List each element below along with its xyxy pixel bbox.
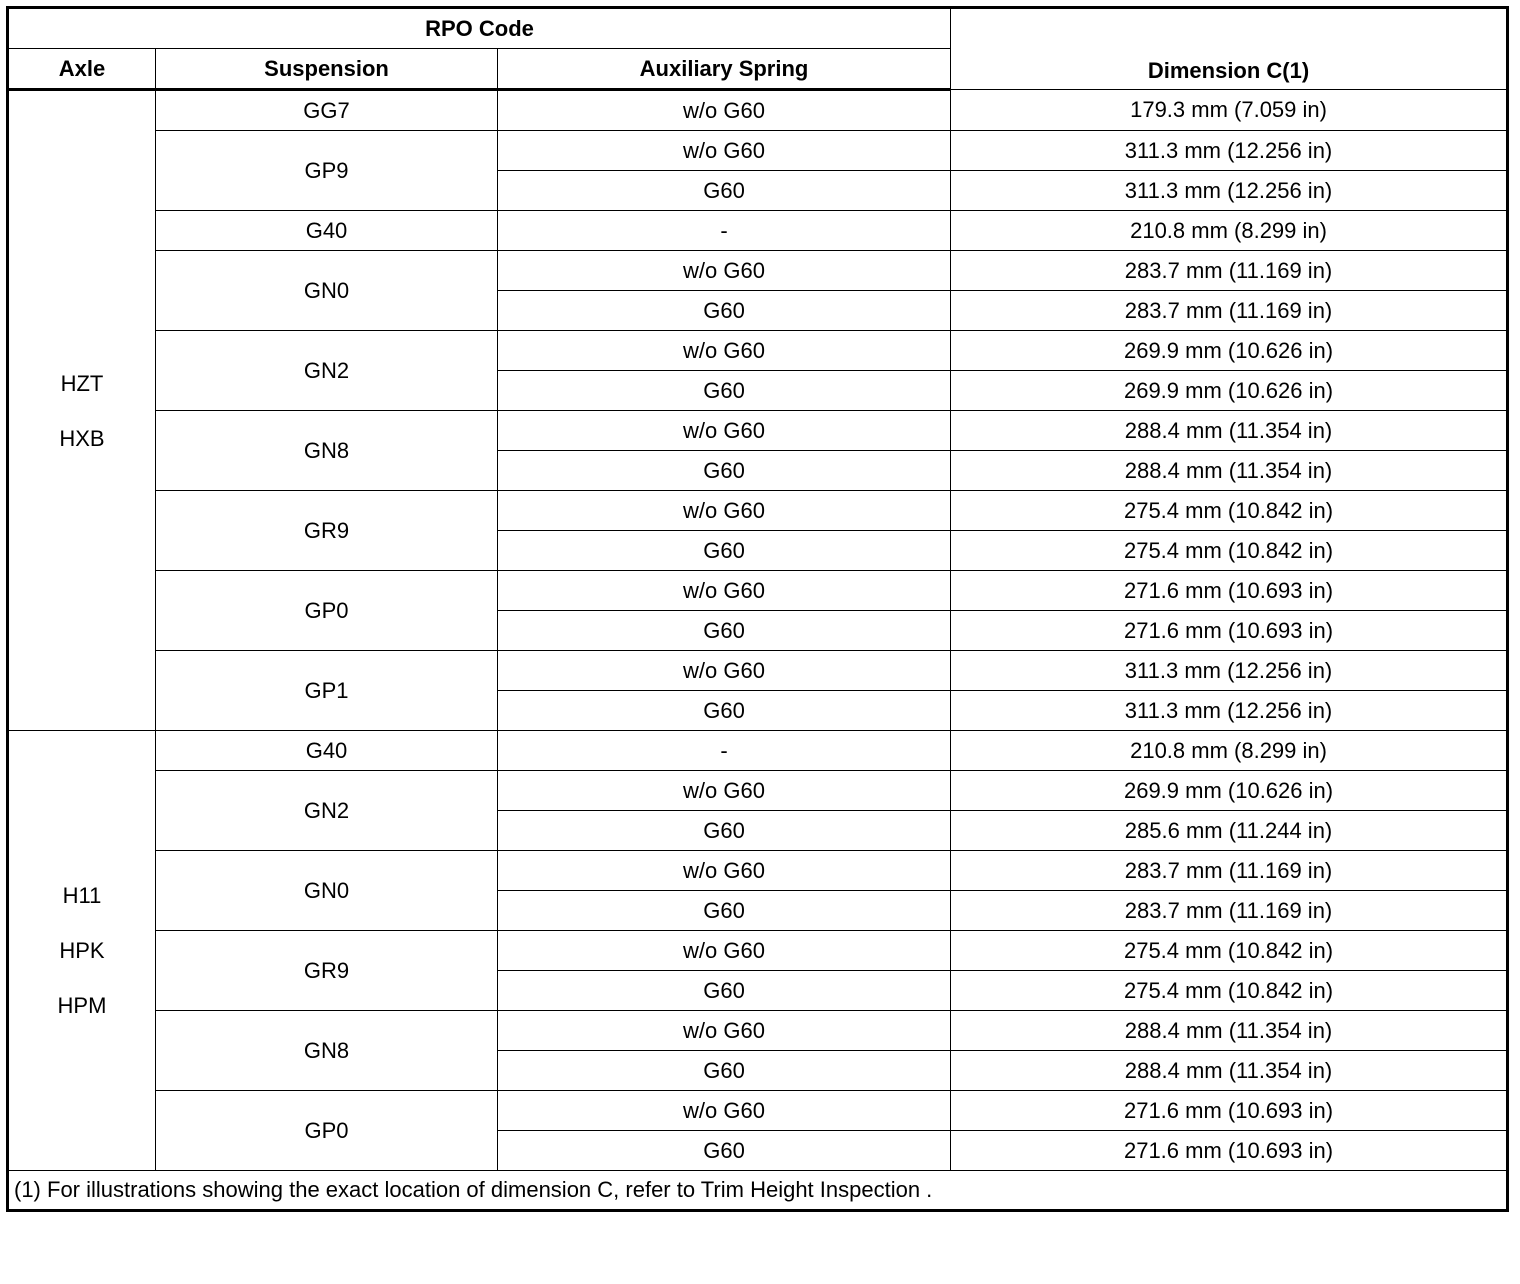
dimension-cell: 288.4 mm (11.354 in) [951, 411, 1508, 451]
table-body [8, 90, 1508, 1171]
suspension-cell: GN8 [156, 1011, 498, 1091]
auxiliary-spring-cell: G60 [498, 451, 951, 491]
suspension-cell: GP1 [156, 651, 498, 731]
dimension-cell: 283.7 mm (11.169 in) [951, 291, 1508, 331]
suspension-cell: GN8 [156, 411, 498, 491]
table-footer [8, 1171, 1508, 1211]
dimension-cell: 269.9 mm (10.626 in) [951, 331, 1508, 371]
suspension-cell: GN0 [156, 251, 498, 331]
auxiliary-spring-cell: G60 [498, 971, 951, 1011]
axle-header: Axle [8, 49, 156, 90]
suspension-cell: GP0 [156, 1091, 498, 1171]
suspension-cell: GG7 [156, 90, 498, 131]
table-row [8, 1091, 1508, 1131]
axle-code: HXB [59, 425, 105, 451]
auxiliary-spring-header: Auxiliary Spring [498, 49, 951, 90]
auxiliary-spring-cell: G60 [498, 891, 951, 931]
auxiliary-spring-cell: G60 [498, 531, 951, 571]
auxiliary-spring-cell: w/o G60 [498, 651, 951, 691]
table-row [8, 131, 1508, 171]
table-row [8, 331, 1508, 371]
suspension-cell: GP9 [156, 131, 498, 211]
auxiliary-spring-cell: G60 [498, 171, 951, 211]
auxiliary-spring-cell: w/o G60 [498, 931, 951, 971]
dimension-cell: 271.6 mm (10.693 in) [951, 1131, 1508, 1171]
axle-code: H11 [62, 883, 102, 908]
header-row-1 [8, 8, 1508, 49]
auxiliary-spring-cell: w/o G60 [498, 90, 951, 131]
auxiliary-spring-cell: G60 [498, 611, 951, 651]
table-row [8, 931, 1508, 971]
rpo-code-header: RPO Code [8, 8, 951, 49]
auxiliary-spring-cell: w/o G60 [498, 131, 951, 171]
suspension-cell: GR9 [156, 491, 498, 571]
auxiliary-spring-cell: G60 [498, 811, 951, 851]
suspension-cell: G40 [156, 731, 498, 771]
axle-cell [8, 90, 156, 731]
dimension-cell: 275.4 mm (10.842 in) [951, 971, 1508, 1011]
auxiliary-spring-cell: G60 [498, 291, 951, 331]
auxiliary-spring-cell: w/o G60 [498, 1011, 951, 1051]
axle-code: HPK [59, 938, 105, 963]
auxiliary-spring-cell: w/o G60 [498, 771, 951, 811]
table-row [8, 1011, 1508, 1051]
auxiliary-spring-cell: G60 [498, 371, 951, 411]
suspension-cell: GP0 [156, 571, 498, 651]
dimension-cell: 269.9 mm (10.626 in) [951, 771, 1508, 811]
dimension-cell: 275.4 mm (10.842 in) [951, 531, 1508, 571]
auxiliary-spring-cell: G60 [498, 1131, 951, 1171]
dimension-cell: 271.6 mm (10.693 in) [951, 1091, 1508, 1131]
dimension-cell: 271.6 mm (10.693 in) [951, 611, 1508, 651]
auxiliary-spring-cell: w/o G60 [498, 1091, 951, 1131]
dimension-cell: 283.7 mm (11.169 in) [951, 251, 1508, 291]
dimension-cell: 275.4 mm (10.842 in) [951, 931, 1508, 971]
dimension-cell: 179.3 mm (7.059 in) [951, 90, 1508, 131]
table-row [8, 90, 1508, 131]
auxiliary-spring-cell: G60 [498, 691, 951, 731]
dimension-cell: 288.4 mm (11.354 in) [951, 1011, 1508, 1051]
dimension-cell: 288.4 mm (11.354 in) [951, 1051, 1508, 1091]
suspension-cell: GN0 [156, 851, 498, 931]
dimension-cell: 311.3 mm (12.256 in) [951, 651, 1508, 691]
dimension-cell: 311.3 mm (12.256 in) [951, 691, 1508, 731]
dimension-header: Dimension C(1) [951, 8, 1508, 90]
dimension-cell: 283.7 mm (11.169 in) [951, 851, 1508, 891]
axle-cell [8, 731, 156, 1171]
table-row [8, 211, 1508, 251]
auxiliary-spring-cell: G60 [498, 1051, 951, 1091]
auxiliary-spring-cell: - [498, 731, 951, 771]
dimension-cell: 311.3 mm (12.256 in) [951, 171, 1508, 211]
footnote-row [8, 1171, 1508, 1211]
dimension-cell: 288.4 mm (11.354 in) [951, 451, 1508, 491]
dimension-cell: 311.3 mm (12.256 in) [951, 131, 1508, 171]
table-row [8, 491, 1508, 531]
auxiliary-spring-cell: w/o G60 [498, 331, 951, 371]
table-row [8, 771, 1508, 811]
dimension-cell: 269.9 mm (10.626 in) [951, 371, 1508, 411]
table-row [8, 251, 1508, 291]
table-row [8, 411, 1508, 451]
auxiliary-spring-cell: w/o G60 [498, 251, 951, 291]
auxiliary-spring-cell: w/o G60 [498, 411, 951, 451]
dimension-cell: 210.8 mm (8.299 in) [951, 211, 1508, 251]
dimension-cell: 283.7 mm (11.169 in) [951, 891, 1508, 931]
dimension-cell: 271.6 mm (10.693 in) [951, 571, 1508, 611]
table-header [8, 8, 1508, 90]
suspension-cell: G40 [156, 211, 498, 251]
auxiliary-spring-cell: w/o G60 [498, 851, 951, 891]
dimension-cell: 210.8 mm (8.299 in) [951, 731, 1508, 771]
dimension-table [6, 6, 1509, 1212]
auxiliary-spring-cell: - [498, 211, 951, 251]
document-page [6, 6, 1509, 1212]
table-row [8, 571, 1508, 611]
table-row [8, 731, 1508, 771]
suspension-cell: GR9 [156, 931, 498, 1011]
dimension-cell: 275.4 mm (10.842 in) [951, 491, 1508, 531]
footnote: (1) For illustrations showing the exact location of dimension C, refer to Trim Height Inspection . [8, 1171, 1508, 1211]
table-row [8, 651, 1508, 691]
suspension-header: Suspension [156, 49, 498, 90]
table-row [8, 851, 1508, 891]
dimension-cell: 285.6 mm (11.244 in) [951, 811, 1508, 851]
axle-code: HPM [57, 993, 107, 1018]
suspension-cell: GN2 [156, 331, 498, 411]
auxiliary-spring-cell: w/o G60 [498, 491, 951, 531]
auxiliary-spring-cell: w/o G60 [498, 571, 951, 611]
suspension-cell: GN2 [156, 771, 498, 851]
axle-code: HZT [60, 370, 104, 396]
